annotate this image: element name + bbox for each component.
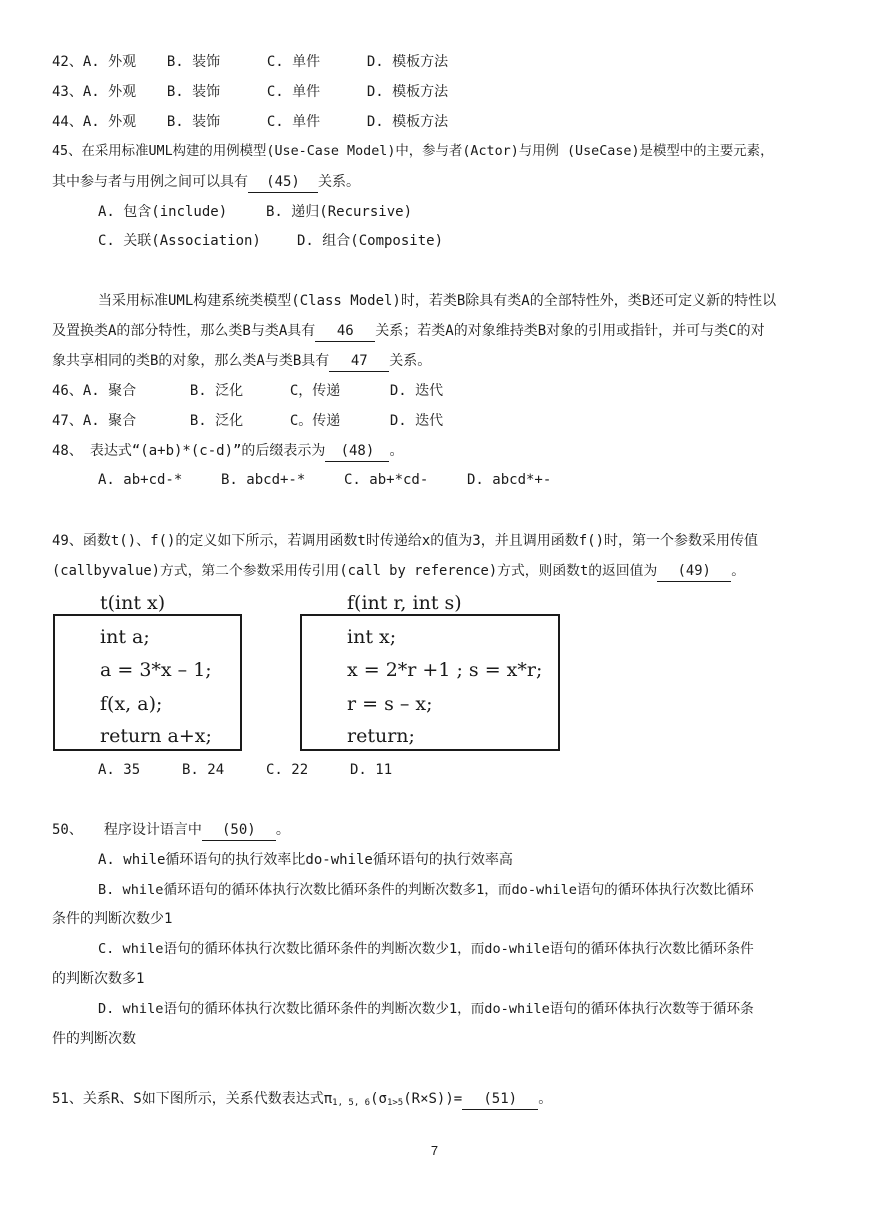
code-line: int a; (100, 626, 150, 648)
option-c: C. ab+*cd- (344, 472, 429, 488)
question-number: 44、 (52, 114, 83, 130)
question-42 (52, 52, 448, 72)
question-51-stem (52, 1089, 552, 1113)
question-47 (52, 411, 443, 431)
stem-text: 其中参与者与用例之间可以具有 (52, 174, 248, 190)
function-f-header: f(int r, int s) (347, 592, 462, 614)
answer-blank: 46 (315, 321, 375, 342)
option-c: C。传递 (289, 413, 341, 429)
option-a: A. ab+cd-* (98, 472, 183, 488)
stem-text: 关系。 (318, 174, 360, 190)
code-line: x = 2*r +1 ; s = x*r; (347, 659, 543, 681)
question-45-stem-line2 (52, 172, 360, 193)
question-49-stem-line1: 49、函数t()、f()的定义如下所示，若调用函数t时传递给x的值为3，并且调用函数f()时，第一个参数采用传值 (52, 533, 758, 549)
option-d-line2: 件的判断次数 (52, 1031, 136, 1047)
option-d: D. 模板方法 (366, 84, 449, 100)
question-48-options (98, 470, 551, 490)
selection-subscript: 1>5 (386, 1098, 404, 1108)
option-a: A. 35 (98, 762, 141, 778)
option-c: C. 关联(Association) (98, 233, 261, 249)
question-45-options-ab (98, 202, 412, 222)
stem-text: 关系；若类A的对象维持类B对象的引用或指针，并可与类C的对 (375, 323, 765, 339)
code-line: f(x, a); (100, 693, 163, 715)
option-b: B. 递归(Recursive) (266, 204, 413, 220)
option-d: D. 模板方法 (366, 114, 449, 130)
option-c-line1: C. while语句的循环体执行次数比循环条件的判断次数少1，而do-while语句的循环体执行次数比循环条件 (98, 941, 754, 957)
paragraph-46-47-line1: 当采用标准UML构建系统类模型(Class Model)时，若类B除具有类A的全部特性外，类B还可定义新的特性以 (98, 293, 777, 309)
question-number: 47、 (52, 413, 83, 429)
code-line: int x; (347, 626, 397, 648)
question-45-options-cd (98, 231, 443, 251)
option-b: B. 泛化 (189, 413, 244, 429)
question-49-options (98, 760, 392, 780)
option-b-line1: B. while循环语句的循环体执行次数比循环条件的判断次数多1，而do-while语句的循环体执行次数比循环 (98, 882, 754, 898)
option-b-line2: 条件的判断次数少1 (52, 911, 173, 927)
option-c-line2: 的判断次数多1 (52, 971, 145, 987)
option-b: B. 24 (182, 762, 225, 778)
option-d: D. 模板方法 (366, 54, 449, 70)
option-a: A. 外观 (82, 114, 137, 130)
answer-blank: (48) (325, 441, 389, 462)
option-b: B. 泛化 (189, 383, 244, 399)
option-c: C，传递 (289, 383, 341, 399)
option-c: C. 单件 (266, 84, 321, 100)
answer-blank: (51) (462, 1089, 538, 1110)
question-number: 43、 (52, 84, 83, 100)
option-d: D. 迭代 (389, 413, 444, 429)
question-44 (52, 112, 448, 132)
question-46 (52, 381, 443, 401)
question-49-stem-line2 (52, 561, 745, 582)
question-number: 46、 (52, 383, 83, 399)
option-d: D. 组合(Composite) (297, 233, 444, 249)
stem-text: 及置换类A的部分特性，那么类B与类A具有 (52, 323, 316, 339)
stem-text: 。 (275, 822, 290, 838)
code-line: a = 3*x – 1; (100, 659, 212, 681)
option-d: D. 11 (350, 762, 393, 778)
page-number: 7 (430, 1143, 439, 1158)
code-line: r = s – x; (347, 693, 433, 715)
option-b: B. abcd+-* (221, 472, 306, 488)
option-a: A. 外观 (82, 84, 137, 100)
stem-text: (R×S))= (403, 1091, 463, 1107)
stem-text: 。 (389, 443, 404, 459)
function-t-header: t(int x) (100, 592, 166, 614)
stem-text: 象共享相同的类B的对象，那么类A与类B具有 (52, 353, 330, 369)
stem-text: 50、 程序设计语言中 (52, 822, 202, 838)
paragraph-46-47-line3 (52, 351, 431, 372)
option-a: A. 外观 (82, 54, 137, 70)
option-d: D. abcd*+- (467, 472, 552, 488)
answer-blank: (45) (248, 172, 318, 193)
projection-subscript: 1, 5, 6 (332, 1098, 371, 1108)
answer-blank: 47 (329, 351, 389, 372)
stem-text: 。 (731, 563, 746, 579)
stem-text: (σ (370, 1091, 387, 1107)
code-line: return; (347, 725, 415, 747)
option-c: C. 单件 (266, 54, 321, 70)
option-d: D. 迭代 (389, 383, 444, 399)
stem-text: 48、 表达式“(a+b)*(c-d)”的后缀表示为 (52, 443, 326, 459)
stem-text: 关系。 (389, 353, 432, 369)
option-a: A. 聚合 (82, 413, 137, 429)
paragraph-46-47-line2 (52, 321, 765, 342)
option-a: A. while循环语句的执行效率比do-while循环语句的执行效率高 (98, 852, 513, 868)
code-line: return a+x; (100, 725, 212, 747)
question-43 (52, 82, 448, 102)
option-a: A. 包含(include) (98, 204, 228, 220)
stem-text: (callbyvalue)方式，第二个参数采用传引用(call by reference)方式，则函数t的返回值为 (52, 563, 658, 579)
question-48-stem (52, 441, 403, 462)
question-45-stem-line1: 45、在采用标准UML构建的用例模型(Use-Case Model)中，参与者(Actor)与用例 (UseCase)是模型中的主要元素， (52, 144, 774, 159)
stem-text: 。 (538, 1091, 553, 1107)
stem-text: 51、关系R、S如下图所示，关系代数表达式π (52, 1091, 333, 1107)
option-b: B. 装饰 (166, 54, 221, 70)
option-d-line1: D. while语句的循环体执行次数比循环条件的判断次数少1，而do-while语句的循环体执行次数等于循环条 (98, 1001, 754, 1017)
option-c: C. 单件 (266, 114, 321, 130)
question-50-stem (52, 820, 290, 841)
answer-blank: (50) (202, 820, 276, 841)
option-a: A. 聚合 (82, 383, 137, 399)
option-b: B. 装饰 (166, 114, 221, 130)
question-number: 42、 (52, 54, 83, 70)
option-b: B. 装饰 (166, 84, 221, 100)
function-f-body (300, 614, 560, 751)
option-c: C. 22 (266, 762, 309, 778)
answer-blank: (49) (657, 561, 731, 582)
